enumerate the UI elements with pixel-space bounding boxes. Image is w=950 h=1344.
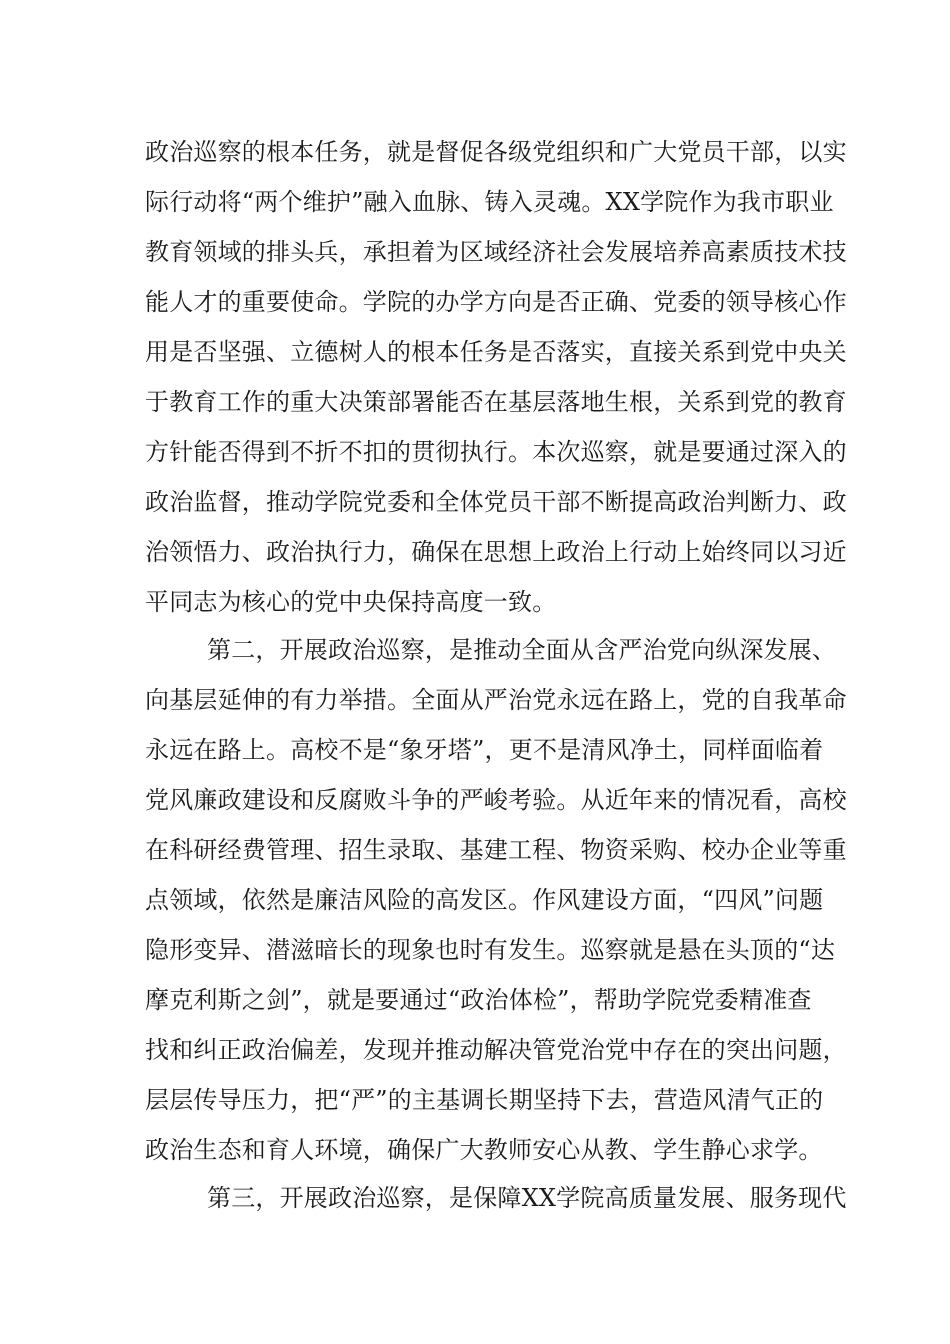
text-line: 政治巡察的根本任务，就是督促各级党组织和广大党员干部，以实 xyxy=(145,138,847,166)
text-line: 向基层延伸的有力举措。全面从严治党永远在路上，党的自我革命 xyxy=(145,686,847,714)
text-line: 际行动将“两个维护”融入血脉、铸入灵魂。XX学院作为我市职业 xyxy=(145,188,834,216)
text-line: 政治生态和育人环境，确保广大教师安心从教、学生静心求学。 xyxy=(145,1136,823,1164)
text-line: 第三，开展政治巡察，是保障XX学院高质量发展、服务现代 xyxy=(207,1184,847,1212)
text-line: 于教育工作的重大决策部署能否在基层落地生根，关系到党的教育 xyxy=(145,388,847,416)
text-line: 点领域，依然是廉洁风险的高发区。作风建设方面，“四风”问题 xyxy=(145,886,824,914)
text-line: 政治监督，推动学院党委和全体党员干部不断提高政治判断力、政 xyxy=(145,488,847,516)
text-line: 平同志为核心的党中央保持高度一致。 xyxy=(145,588,557,616)
text-line: 用是否坚强、立德树人的根本任务是否落实，直接关系到党中央关 xyxy=(145,338,847,366)
text-line: 治领悟力、政治执行力，确保在思想上政治上行动上始终同以习近 xyxy=(145,538,847,566)
text-line: 第二，开展政治巡察，是推动全面从含严治党向纵深发展、 xyxy=(207,636,837,664)
text-line: 永远在路上。高校不是“象牙塔”，更不是清风净土，同样面临着 xyxy=(145,736,824,764)
text-line: 找和纠正政治偏差，发现并推动解决管党治党中存在的突出问题， xyxy=(145,1036,847,1064)
text-line: 在科研经费管理、招生录取、基建工程、物资采购、校办企业等重 xyxy=(145,836,847,864)
text-line: 摩克利斯之剑”，就是要通过“政治体检”，帮助学院党委精准查 xyxy=(145,986,812,1014)
text-line: 教育领域的排头兵，承担着为区域经济社会发展培养高素质技术技 xyxy=(145,238,847,266)
text-line: 层层传导压力，把“严”的主基调长期坚持下去，营造风清气正的 xyxy=(145,1086,824,1114)
text-line: 方针能否得到不折不扣的贯彻执行。本次巡察，就是要通过深入的 xyxy=(145,438,847,466)
text-line: 党风廉政建设和反腐败斗争的严峻考验。从近年来的情况看，高校 xyxy=(145,786,847,814)
text-line: 能人才的重要使命。学院的办学方向是否正确、党委的领导核心作 xyxy=(145,288,847,316)
text-line: 隐形变异、潜滋暗长的现象也时有发生。巡察就是悬在头顶的“达 xyxy=(145,936,836,964)
